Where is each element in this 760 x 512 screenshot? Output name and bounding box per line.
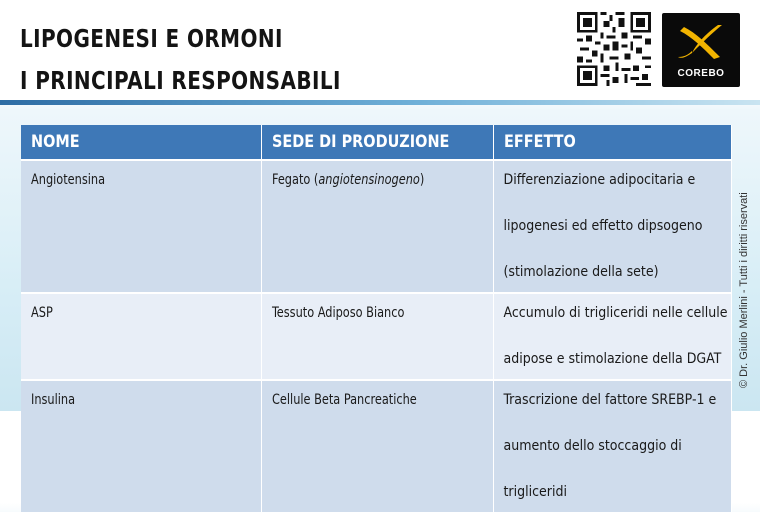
table-row xyxy=(21,380,731,512)
corebo-logo xyxy=(662,13,740,87)
effetto-line: Differenziazione adipocitaria e xyxy=(503,172,696,188)
slide-title xyxy=(20,18,341,102)
cell-sede: Fegato (angiotensinogeno) xyxy=(261,160,493,293)
table-row xyxy=(21,293,731,380)
sede-italic: angiotensinogeno xyxy=(317,172,420,188)
logo-wordmark: COREBO xyxy=(677,68,725,79)
cell-nome: Insulina xyxy=(21,380,261,512)
effetto-line: aumento dello stoccaggio di xyxy=(503,438,682,454)
cell-effetto xyxy=(493,160,731,293)
effetto-line: trigliceridi xyxy=(503,484,567,500)
table-header-row xyxy=(21,125,731,160)
column-header-nome: NOME xyxy=(21,125,261,160)
effetto-line: Trascrizione del fattore SREBP-1 e xyxy=(503,392,717,408)
qr-code-icon xyxy=(577,12,651,86)
cell-sede: Tessuto Adiposo Bianco xyxy=(261,293,493,380)
column-header-sede: SEDE DI PRODUZIONE xyxy=(261,125,493,160)
effetto-line: (stimolazione della sete) xyxy=(503,264,659,280)
x-swoosh-logo-icon xyxy=(662,13,740,68)
table-row xyxy=(21,160,731,293)
cell-sede: Cellule Beta Pancreatiche xyxy=(261,380,493,512)
effetto-line: adipose e stimolazione della DGAT xyxy=(503,351,722,367)
cell-nome: ASP xyxy=(21,293,261,380)
title-line-2: I PRINCIPALI RESPONSABILI xyxy=(20,66,341,95)
hormones-table xyxy=(21,125,732,512)
copyright-notice: © Dr. Giulio Merlini - Tutti i diritti riservati xyxy=(738,192,750,388)
cell-effetto xyxy=(493,293,731,380)
title-line-1: LIPOGENESI E ORMONI xyxy=(20,24,283,53)
column-header-effetto: EFFETTO xyxy=(493,125,731,160)
cell-effetto xyxy=(493,380,731,512)
effetto-line: Accumulo di trigliceridi nelle cellule xyxy=(503,305,728,321)
cell-nome: Angiotensina xyxy=(21,160,261,293)
effetto-line: lipogenesi ed effetto dipsogeno xyxy=(503,218,703,234)
